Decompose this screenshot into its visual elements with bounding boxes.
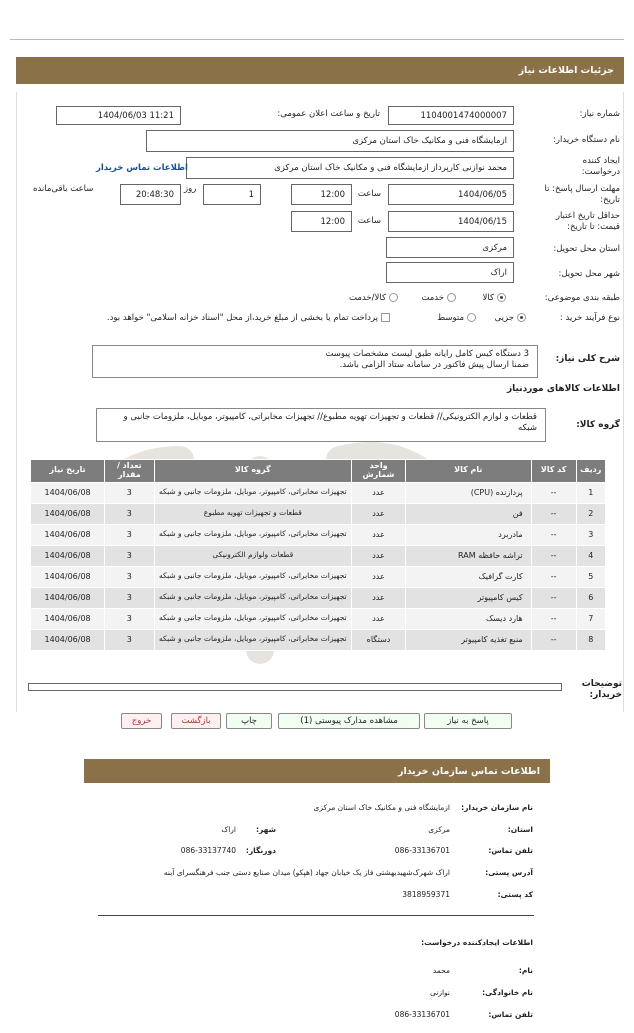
- creator-phone-label: تلفن تماس:: [488, 1010, 533, 1019]
- city-label: شهر محل تحویل:: [558, 269, 620, 279]
- cell-code: --: [531, 503, 576, 524]
- need-number-field: 1104001474000007: [388, 106, 514, 125]
- buyer-org-field: ازمایشگاه فنی و مکانیک خاک استان مرکزی: [146, 130, 514, 152]
- col-date: تاریخ نیاز: [31, 460, 105, 483]
- contact-title-bar: [84, 759, 550, 783]
- remaining-label: ساعت باقی‌مانده: [33, 184, 94, 194]
- cell-group: تجهیزات مخابراتی، کامپیوتر، موبایل، ملزومات جانبی و شبکه: [154, 587, 352, 608]
- cell-name: تراشه حافظه RAM: [405, 545, 531, 566]
- contact-divider: [98, 915, 534, 916]
- creator-family-label: نام خانوادگی:: [482, 988, 533, 997]
- category-option-service[interactable]: خدمت: [421, 293, 456, 303]
- cell-group: تجهیزات مخابراتی، کامپیوتر، موبایل، ملزومات جانبی و شبکه: [154, 524, 352, 545]
- days-label: روز: [184, 184, 197, 194]
- contact-city: اراک: [221, 825, 236, 834]
- cell-date: 1404/06/08: [31, 482, 105, 503]
- contact-org: ازمایشگاه فنی و مکانیک خاک استان مرکزی: [313, 803, 450, 812]
- cell-group: تجهیزات مخابراتی، کامپیوتر، موبایل، ملزومات جانبی و شبکه: [154, 608, 352, 629]
- radio-icon: [389, 293, 398, 302]
- table-row: [31, 629, 606, 650]
- send-time-label: ساعت: [357, 189, 381, 199]
- cell-date: 1404/06/08: [31, 503, 105, 524]
- contact-info-link[interactable]: اطلاعات تماس خریدار: [96, 163, 188, 173]
- cell-row: 1: [576, 482, 605, 503]
- contact-phone-label: تلفن تماس:: [488, 846, 533, 855]
- cell-group: تجهیزات مخابراتی، کامپیوتر، موبایل، ملزومات جانبی و شبکه: [154, 629, 352, 650]
- table-row: [31, 566, 606, 587]
- send-date-field: 1404/06/05: [388, 184, 514, 205]
- contact-phone: 086-33136701: [394, 846, 450, 855]
- creator-name: محمد: [432, 966, 450, 975]
- col-unit: واحد شمارش: [352, 460, 406, 483]
- table-row: [31, 482, 606, 503]
- col-row: ردیف: [576, 460, 605, 483]
- col-code: کد کالا: [531, 460, 576, 483]
- contact-fax: 086-33137740: [180, 846, 236, 855]
- col-qty: تعداد / مقدار: [105, 460, 154, 483]
- cell-code: --: [531, 608, 576, 629]
- cell-group: تجهیزات مخابراتی، کامپیوتر، موبایل، ملزومات جانبی و شبکه: [154, 566, 352, 587]
- summary-box: [92, 345, 538, 378]
- cell-qty: 3: [105, 545, 154, 566]
- table-row: [31, 503, 606, 524]
- cell-code: --: [531, 629, 576, 650]
- announce-label: تاریخ و ساعت اعلان عمومی:: [277, 109, 380, 119]
- radio-icon: [447, 293, 456, 302]
- cell-date: 1404/06/08: [31, 587, 105, 608]
- creator-field: محمد نوازنی کارپرداز ازمایشگاه فنی و مکانیک خاک استان مرکزی: [186, 157, 514, 179]
- buyer-notes-label: توضیحات خریدار:: [581, 679, 622, 700]
- cell-qty: 3: [105, 608, 154, 629]
- category-label: طبقه بندی موضوعی:: [544, 293, 620, 303]
- cell-row: 4: [576, 545, 605, 566]
- creator-family: نوازنی: [429, 988, 450, 997]
- cell-row: 8: [576, 629, 605, 650]
- contact-title: اطلاعات تماس سازمان خریدار: [397, 765, 540, 777]
- cell-unit: عدد: [352, 545, 406, 566]
- process-option-minor[interactable]: جزیی: [495, 313, 526, 323]
- cell-date: 1404/06/08: [31, 608, 105, 629]
- category-option-both[interactable]: کالا/خدمت: [349, 293, 398, 303]
- cell-date: 1404/06/08: [31, 566, 105, 587]
- creator-name-label: نام:: [518, 966, 533, 975]
- contact-address: اراک شهرک‌شهیدبهشتی فاز یک خیابان جهاد (هپکو) میدان صنایع دستی جنب فرهنگسرای آبنه: [163, 868, 450, 877]
- validity-time-label: ساعت: [357, 216, 381, 226]
- cell-unit: عدد: [352, 482, 406, 503]
- cell-code: --: [531, 524, 576, 545]
- province-label: استان محل تحویل:: [553, 244, 620, 254]
- process-option-medium[interactable]: متوسط: [437, 313, 476, 323]
- cell-qty: 3: [105, 629, 154, 650]
- table-row: [31, 587, 606, 608]
- cell-qty: 3: [105, 524, 154, 545]
- cell-qty: 3: [105, 587, 154, 608]
- cell-unit: عدد: [352, 503, 406, 524]
- cell-unit: عدد: [352, 566, 406, 587]
- buyer-org-label: نام دستگاه خریدار:: [553, 135, 620, 145]
- reply-button[interactable]: پاسخ به نیاز: [424, 713, 512, 729]
- cell-name: هارد دیسک: [405, 608, 531, 629]
- page-title-bar: [16, 57, 624, 84]
- cell-name: کیس کامپیوتر: [405, 587, 531, 608]
- cell-date: 1404/06/08: [31, 545, 105, 566]
- summary-label: شرح کلی نیاز:: [555, 354, 620, 364]
- cell-code: --: [531, 587, 576, 608]
- days-field: 1: [203, 184, 261, 205]
- cell-date: 1404/06/08: [31, 629, 105, 650]
- validity-date-field: 1404/06/15: [388, 211, 514, 232]
- remaining-time-field: 20:48:30: [120, 184, 181, 205]
- goods-group-label: گروه کالا:: [576, 420, 620, 430]
- top-divider: [10, 39, 624, 40]
- radio-icon: [467, 313, 476, 322]
- cell-group: تجهیزات مخابراتی، کامپیوتر، موبایل، ملزومات جانبی و شبکه: [154, 482, 352, 503]
- radio-selected-icon: [497, 293, 506, 302]
- table-row: [31, 524, 606, 545]
- cell-row: 2: [576, 503, 605, 524]
- cell-unit: دستگاه: [352, 629, 406, 650]
- checkbox-icon: [381, 313, 390, 322]
- creator-label: ایجاد کننده درخواست:: [581, 156, 620, 177]
- exit-button[interactable]: خروج: [121, 713, 162, 729]
- contact-province-label: استان:: [507, 825, 533, 834]
- send-deadline-label: مهلت ارسال پاسخ: تا تاریخ:: [544, 184, 620, 205]
- contact-postal-label: کد پستی:: [497, 890, 533, 899]
- category-option-goods[interactable]: کالا: [483, 293, 506, 303]
- cell-name: فن: [405, 503, 531, 524]
- announce-field: 1404/06/03 11:21: [56, 106, 181, 125]
- cell-code: --: [531, 566, 576, 587]
- contact-province: مرکزی: [428, 825, 450, 834]
- contact-address-label: آدرس پستی:: [485, 868, 533, 877]
- col-group: گروه کالا: [154, 460, 352, 483]
- city-field: اراک: [386, 262, 514, 283]
- attachments-button[interactable]: مشاهده مدارک پیوستی (1): [278, 713, 420, 729]
- radio-selected-icon: [517, 313, 526, 322]
- page-title: جزئیات اطلاعات نیاز: [518, 65, 614, 76]
- contact-postal: 3818959371: [402, 890, 450, 899]
- need-number-label: شماره نیاز:: [579, 109, 620, 119]
- send-time-field: 12:00: [291, 184, 352, 205]
- cell-group: قطعات و تجهیزات تهویه مطبوع: [154, 503, 352, 524]
- cell-unit: عدد: [352, 608, 406, 629]
- cell-row: 6: [576, 587, 605, 608]
- contact-org-label: نام سازمان خریدار:: [461, 803, 533, 812]
- cell-qty: 3: [105, 566, 154, 587]
- validity-label: حداقل تاریخ اعتبار قیمت: تا تاریخ:: [555, 211, 620, 232]
- goods-group-box: قطعات و لوازم الکترونیکی// قطعات و تجهیزات تهویه مطبوع// تجهیزات مخابراتی، کامپیوتر، موبایل، ملزومات جانبی و شبکه: [96, 408, 546, 442]
- goods-section-title: اطلاعات کالاهای موردنیاز: [506, 384, 620, 394]
- cell-name: کارت گرافیک: [405, 566, 531, 587]
- print-button[interactable]: چاپ: [226, 713, 272, 729]
- contact-city-label: شهر:: [256, 825, 276, 834]
- summary-line-1: 3 دستگاه کیس کامل رایانه طبق لیست مشخصات پیوست: [325, 349, 529, 359]
- cell-group: قطعات ولوازم الکترونیکی: [154, 545, 352, 566]
- cell-row: 5: [576, 566, 605, 587]
- province-field: مرکزی: [386, 237, 514, 258]
- col-name: نام کالا: [405, 460, 531, 483]
- cell-name: منبع تغذیه کامپیوتر: [405, 629, 531, 650]
- goods-table-header: [31, 460, 606, 483]
- cell-unit: عدد: [352, 587, 406, 608]
- goods-table: [30, 459, 606, 651]
- cell-name: پردازنده (CPU): [405, 482, 531, 503]
- cell-code: --: [531, 482, 576, 503]
- cell-row: 7: [576, 608, 605, 629]
- validity-time-field: 12:00: [291, 211, 352, 232]
- cell-qty: 3: [105, 482, 154, 503]
- table-row: [31, 608, 606, 629]
- cell-date: 1404/06/08: [31, 524, 105, 545]
- cell-qty: 3: [105, 503, 154, 524]
- buyer-notes-field: [28, 683, 562, 691]
- creator-phone: 086-33136701: [394, 1010, 450, 1019]
- contact-fax-label: دورنگار:: [245, 846, 276, 855]
- cell-code: --: [531, 545, 576, 566]
- summary-line-2: ضمنا ارسال پیش فاکتور در سامانه ستاد الزامی باشد.: [339, 360, 529, 371]
- cell-unit: عدد: [352, 524, 406, 545]
- payment-note[interactable]: پرداخت تمام یا بخشی از مبلغ خرید،از محل "اسناد خزانه اسلامی" خواهد بود.: [107, 313, 390, 323]
- cell-name: مادربرد: [405, 524, 531, 545]
- process-label: نوع فرآیند خرید :: [559, 313, 620, 323]
- creator-info-title: اطلاعات ایجادکننده درخواست:: [421, 938, 533, 947]
- cell-row: 3: [576, 524, 605, 545]
- table-row: [31, 545, 606, 566]
- back-button[interactable]: بازگشت: [171, 713, 221, 729]
